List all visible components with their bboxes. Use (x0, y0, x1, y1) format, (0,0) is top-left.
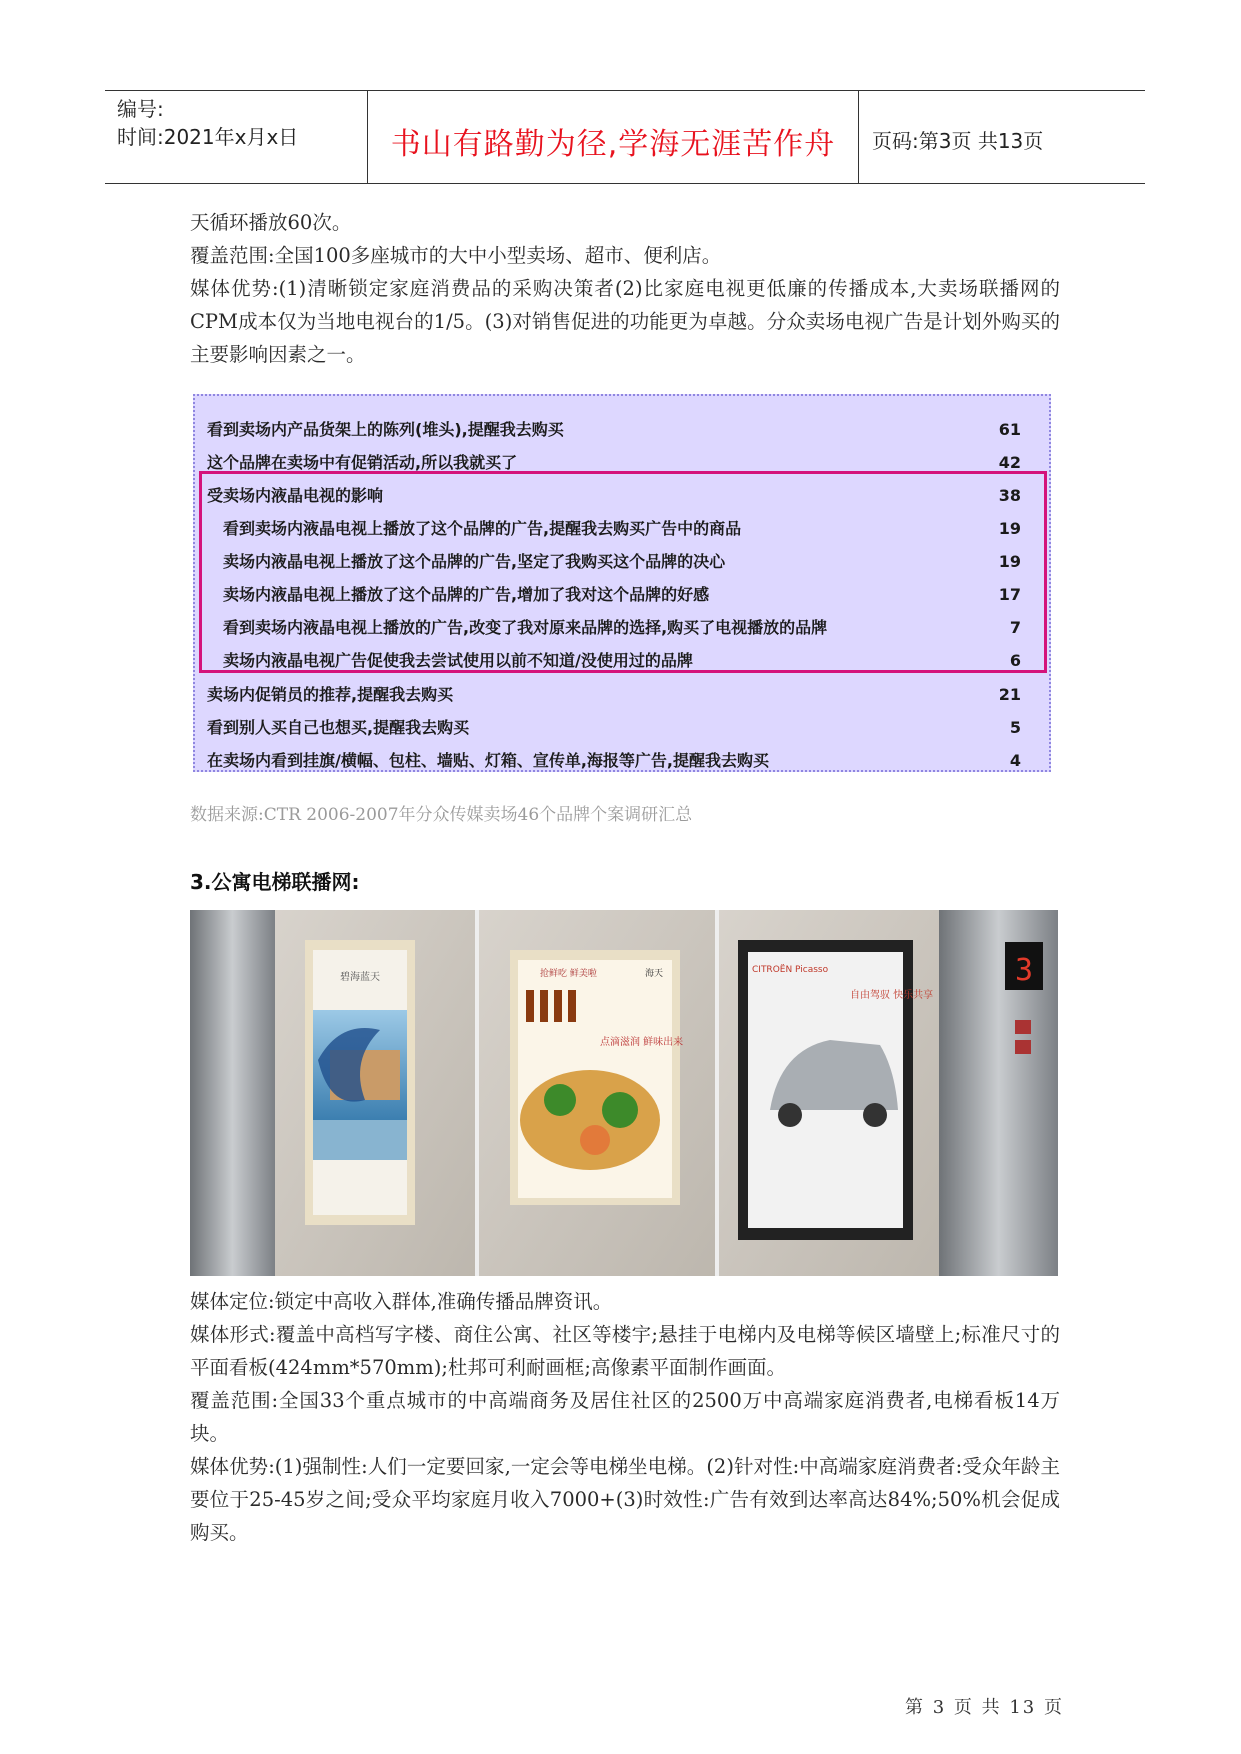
intro-line: 覆盖范围:全国100多座城市的大中小型卖场、超市、便利店。 (190, 244, 722, 267)
survey-row-value: 38 (998, 486, 1021, 505)
floor-number: 3 (1014, 953, 1034, 988)
body-text (190, 1285, 1060, 1549)
survey-row-text: 看到别人买自己也想买,提醒我去购买 (207, 718, 470, 737)
survey-sub-row (207, 646, 1021, 676)
survey-row-text: 在卖场内看到挂旗/横幅、包柱、墙贴、灯箱、宣传单,海报等广告,提醒我去购买 (207, 751, 770, 770)
survey-row-text: 看到卖场内液晶电视上播放了这个品牌的广告,提醒我去购买广告中的商品 (223, 519, 742, 538)
survey-row-value: 5 (1009, 718, 1021, 737)
body-line: 媒体优势:(1)强制性:人们一定要回家,一定会等电梯坐电梯。(2)针对性:中高端家庭消费者:受众年龄主要位于25-45岁之间;受众平均家庭月收入7000+(3)时效性:广告有效到达率高达84%;50%机会促成购买。 (190, 1455, 1060, 1544)
header-right-cell (858, 91, 1145, 183)
survey-row-value: 7 (1009, 618, 1021, 637)
survey-sub-row (207, 514, 1021, 544)
header-page-label: 页码:第3页 共13页 (872, 129, 1044, 153)
document-number-label: 编号: (117, 97, 164, 121)
survey-row-text: 卖场内液晶电视广告促使我去尝试使用以前不知道/没使用过的品牌 (223, 651, 693, 670)
survey-sub-row (207, 580, 1021, 610)
header-center-cell (367, 91, 859, 183)
data-source-note: 数据来源:CTR 2006-2007年分众传媒卖场46个品牌个案调研汇总 (190, 805, 693, 825)
poster1-caption: 碧海蓝天 (340, 972, 380, 983)
survey-row (207, 415, 1021, 445)
survey-row-text: 卖场内液晶电视上播放了这个品牌的广告,坚定了我购买这个品牌的决心 (223, 552, 726, 571)
intro-line: 天循环播放60次。 (190, 211, 352, 234)
resort-poster (305, 940, 415, 1225)
survey-row-text: 受卖场内液晶电视的影响 (207, 486, 384, 505)
survey-sub-row (207, 613, 1021, 643)
survey-row-text: 卖场内促销员的推荐,提醒我去购买 (207, 685, 454, 704)
survey-row (207, 746, 1021, 776)
survey-row-group-heading (207, 481, 1021, 511)
survey-row-value: 61 (998, 420, 1021, 439)
survey-table (193, 394, 1051, 772)
page-footer: 第 3 页 共 13 页 (905, 1697, 1064, 1718)
survey-row (207, 713, 1021, 743)
document-date-label: 时间:2021年x月x日 (117, 125, 299, 149)
survey-row-value: 4 (1009, 751, 1021, 770)
car-poster (738, 940, 933, 1240)
survey-row-value: 19 (998, 519, 1021, 538)
poster2-top-text: 抢鲜吃 鲜美啦 (540, 969, 597, 979)
survey-row (207, 680, 1021, 710)
survey-row-text: 看到卖场内产品货架上的陈列(堆头),提醒我去购买 (207, 420, 564, 439)
header-left-cell (105, 91, 367, 183)
survey-row-value: 42 (998, 453, 1021, 472)
intro-text (190, 206, 1060, 371)
elevator-ads-photo (190, 910, 1058, 1276)
poster2-slogan: 点滴滋润 鲜味出来 (600, 1037, 684, 1048)
poster3-slogan: 自由驾驭 快乐共享 (850, 990, 934, 1001)
survey-row-text: 卖场内液晶电视上播放了这个品牌的广告,增加了我对这个品牌的好感 (223, 585, 710, 604)
sauce-poster (510, 950, 683, 1205)
poster2-brand: 海天 (645, 969, 664, 979)
survey-sub-row (207, 547, 1021, 577)
survey-row-text: 看到卖场内液晶电视上播放的广告,改变了我对原来品牌的选择,购买了电视播放的品牌 (223, 618, 828, 637)
header-motto: 书山有路勤为径,学海无涯苦作舟 (390, 127, 836, 162)
survey-row-value: 6 (1009, 651, 1021, 670)
body-line: 媒体定位:锁定中高收入群体,准确传播品牌资讯。 (190, 1290, 613, 1313)
survey-row-text: 这个品牌在卖场中有促销活动,所以我就买了 (207, 453, 518, 472)
survey-row-value: 19 (998, 552, 1021, 571)
intro-line: 媒体优势:(1)清晰锁定家庭消费品的采购决策者(2)比家庭电视更低廉的传播成本,大卖场联播网的CPM成本仅为当地电视台的1/5。(3)对销售促进的功能更为卓越。分众卖场电视广告是计划外购买的主要影响因素之一。 (190, 277, 1060, 366)
body-line: 媒体形式:覆盖中高档写字楼、商住公寓、社区等楼宇;悬挂于电梯内及电梯等候区墙壁上;标准尺寸的平面看板(424mm*570mm);杜邦可利耐画框;高像素平面制作画面。 (190, 1323, 1060, 1379)
body-line: 覆盖范围:全国33个重点城市的中高端商务及居住社区的2500万中高端家庭消费者,电梯看板14万块。 (190, 1389, 1060, 1445)
survey-row-value: 17 (998, 585, 1021, 604)
survey-row-value: 21 (998, 685, 1021, 704)
poster3-brand: CITROËN Picasso (752, 965, 829, 975)
page-header (105, 90, 1145, 184)
section-heading: 3.公寓电梯联播网: (190, 870, 360, 894)
